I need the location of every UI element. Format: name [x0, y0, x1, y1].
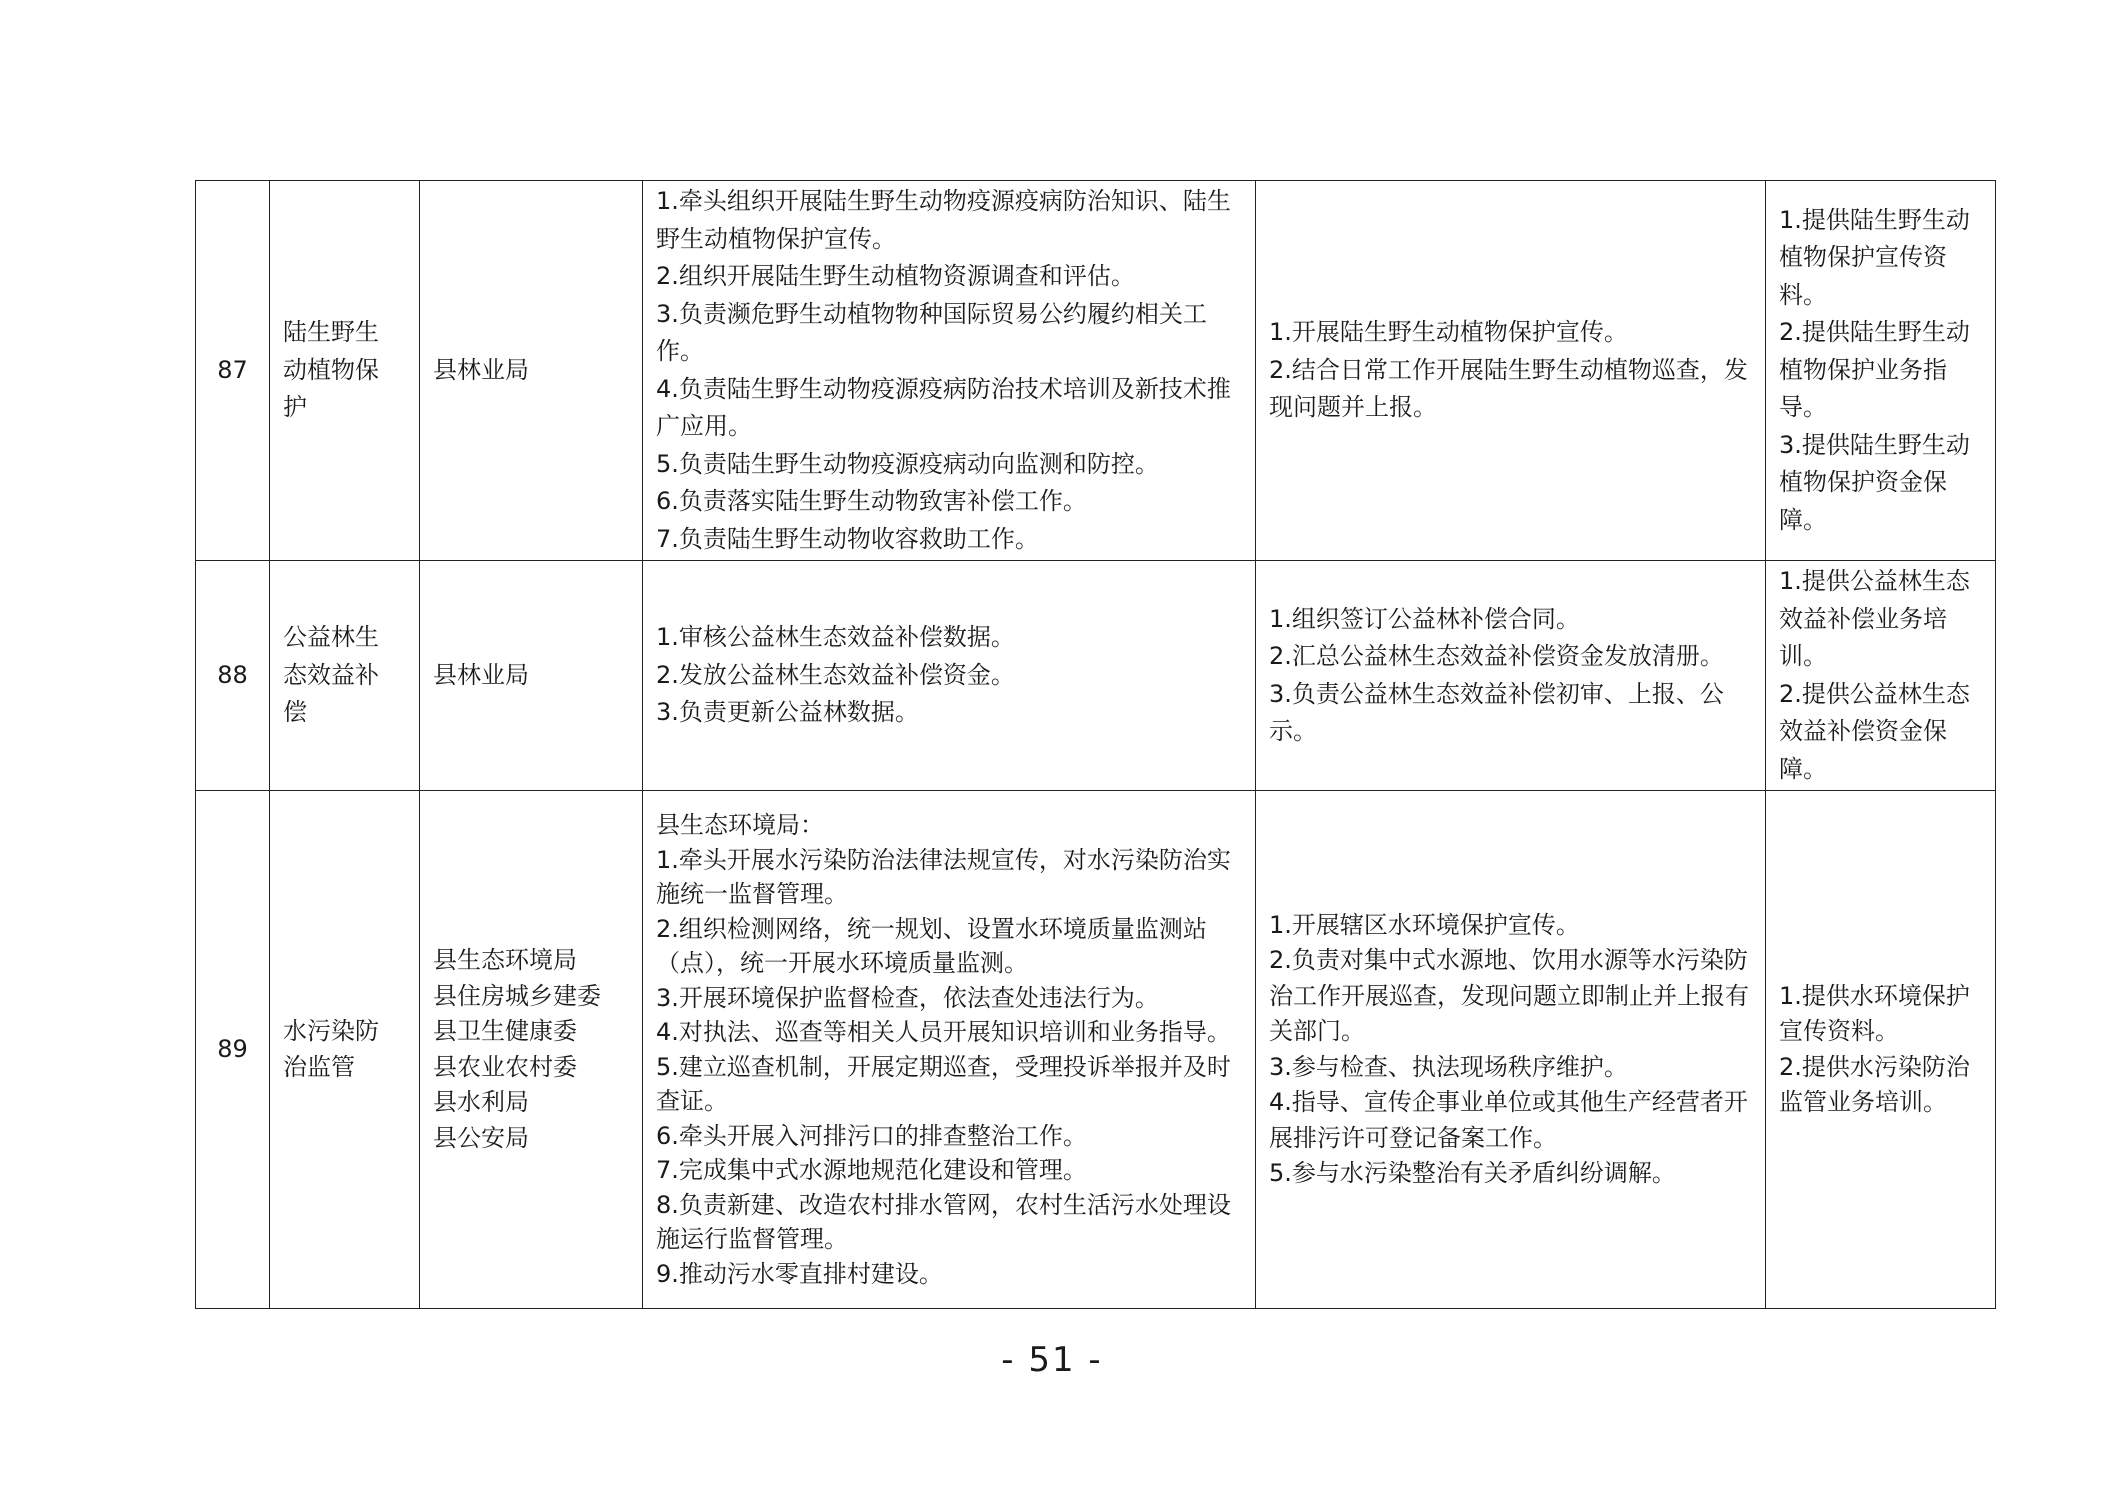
item-name-line: 公益林生 [283, 623, 379, 652]
task-item: 4.负责陆生野生动物疫源疫病防治技术培训及新技术推广应用。 [656, 374, 1231, 440]
item-name-line: 水污染防 [283, 1017, 379, 1045]
department-name: 县农业农村委 [433, 1052, 577, 1081]
task-item: 6.牵头开展入河排污口的排查整治工作。 [656, 1121, 1087, 1150]
town-tasks-cell [1256, 561, 1766, 791]
support-cell [1766, 561, 1996, 791]
town-tasks-cell [1256, 181, 1766, 561]
item-name-line: 动植物保 [283, 355, 379, 384]
task-lead: 县生态环境局： [656, 811, 824, 839]
responsibility-table [195, 180, 1996, 1309]
department-name: 县林业局 [433, 660, 529, 689]
item-name-line: 治监管 [283, 1052, 355, 1081]
support-item: 2.提供陆生野生动植物保护业务指导。 [1779, 318, 1970, 422]
department-name: 县林业局 [433, 355, 529, 384]
table-row [196, 561, 1996, 791]
department-name: 县公安局 [433, 1123, 529, 1152]
task-item: 4.指导、宣传企事业单位或其他生产经营者开展排污许可登记备案工作。 [1269, 1088, 1748, 1152]
task-item: 3.开展环境保护监督检查，依法查处违法行为。 [656, 983, 1159, 1012]
task-item: 5.参与水污染整治有关矛盾纠纷调解。 [1269, 1159, 1676, 1187]
task-item: 5.建立巡查机制，开展定期巡查，受理投诉举报并及时查证。 [656, 1052, 1231, 1115]
support-item: 3.提供陆生野生动植物保护资金保障。 [1779, 430, 1970, 534]
task-item: 1.审核公益林生态效益补偿数据。 [656, 623, 1015, 652]
department-name: 县住房城乡建委 [433, 981, 601, 1010]
task-item: 5.负责陆生野生动物疫源疫病动向监测和防控。 [656, 449, 1159, 478]
department-name: 县生态环境局 [433, 946, 577, 974]
task-item: 1.开展陆生野生动植物保护宣传。 [1269, 318, 1628, 347]
department-name: 县水利局 [433, 1088, 529, 1116]
task-item: 9.推动污水零直排村建设。 [656, 1259, 943, 1288]
county-tasks-cell [643, 791, 1256, 1309]
support-item: 1.提供公益林生态效益补偿业务培训。 [1779, 567, 1970, 670]
support-cell [1766, 791, 1996, 1309]
task-item: 6.负责落实陆生野生动物致害补偿工作。 [656, 487, 1087, 515]
page-number: - 51 - [1001, 1340, 1103, 1380]
department-name: 县卫生健康委 [433, 1017, 577, 1045]
town-tasks-cell [1256, 791, 1766, 1309]
item-name-line: 护 [283, 393, 307, 422]
task-item: 3.负责濒危野生动植物物种国际贸易公约履约相关工作。 [656, 299, 1207, 365]
task-item: 4.对执法、巡查等相关人员开展知识培训和业务指导。 [656, 1018, 1231, 1046]
department-cell [420, 181, 643, 561]
task-item: 3.负责更新公益林数据。 [656, 698, 919, 727]
item-name-line: 偿 [283, 698, 307, 727]
support-cell [1766, 181, 1996, 561]
task-item: 3.负责公益林生态效益补偿初审、上报、公示。 [1269, 679, 1724, 745]
task-item: 1.开展辖区水环境保护宣传。 [1269, 910, 1580, 939]
department-cell [420, 561, 643, 791]
task-item: 1.组织签订公益林补偿合同。 [1269, 604, 1580, 633]
task-item: 2.结合日常工作开展陆生野生动植物巡查，发现问题并上报。 [1269, 355, 1748, 422]
task-item: 1.牵头组织开展陆生野生动物疫源疫病防治知识、陆生野生动植物保护宣传。 [656, 187, 1231, 253]
task-item: 2.负责对集中式水源地、饮用水源等水污染防治工作开展巡查，发现问题立即制止并上报有关部门。 [1269, 946, 1749, 1045]
support-item: 1.提供水环境保护宣传资料。 [1779, 981, 1970, 1045]
item-name-cell [270, 791, 420, 1309]
department-cell [420, 791, 643, 1309]
item-name-cell [270, 181, 420, 561]
row-number: 87 [196, 181, 270, 561]
county-tasks-cell [643, 181, 1256, 561]
table-row [196, 181, 1996, 561]
task-item: 2.组织开展陆生野生动植物资源调查和评估。 [656, 262, 1135, 290]
task-item: 2.汇总公益林生态效益补偿资金发放清册。 [1269, 642, 1724, 670]
table-row [196, 791, 1996, 1309]
item-name-cell [270, 561, 420, 791]
task-item: 7.完成集中式水源地规范化建设和管理。 [656, 1156, 1087, 1184]
item-name-line: 陆生野生 [283, 318, 379, 347]
row-number: 89 [196, 791, 270, 1309]
item-name-line: 态效益补 [283, 660, 379, 689]
task-item: 2.组织检测网络，统一规划、设置水环境质量监测站（点），统一开展水环境质量监测。 [656, 914, 1207, 977]
support-item: 1.提供陆生野生动植物保护宣传资料。 [1779, 205, 1970, 309]
task-item: 1.牵头开展水污染防治法律法规宣传，对水污染防治实施统一监督管理。 [656, 845, 1231, 908]
support-item: 2.提供公益林生态效益补偿资金保障。 [1779, 679, 1970, 783]
task-item: 2.发放公益林生态效益补偿资金。 [656, 660, 1015, 689]
support-item: 2.提供水污染防治监管业务培训。 [1779, 1052, 1970, 1116]
county-tasks-cell [643, 561, 1256, 791]
task-item: 3.参与检查、执法现场秩序维护。 [1269, 1052, 1628, 1081]
row-number: 88 [196, 561, 270, 791]
task-item: 8.负责新建、改造农村排水管网，农村生活污水处理设施运行监督管理。 [656, 1190, 1231, 1253]
task-item: 7.负责陆生野生动物收容救助工作。 [656, 524, 1039, 553]
